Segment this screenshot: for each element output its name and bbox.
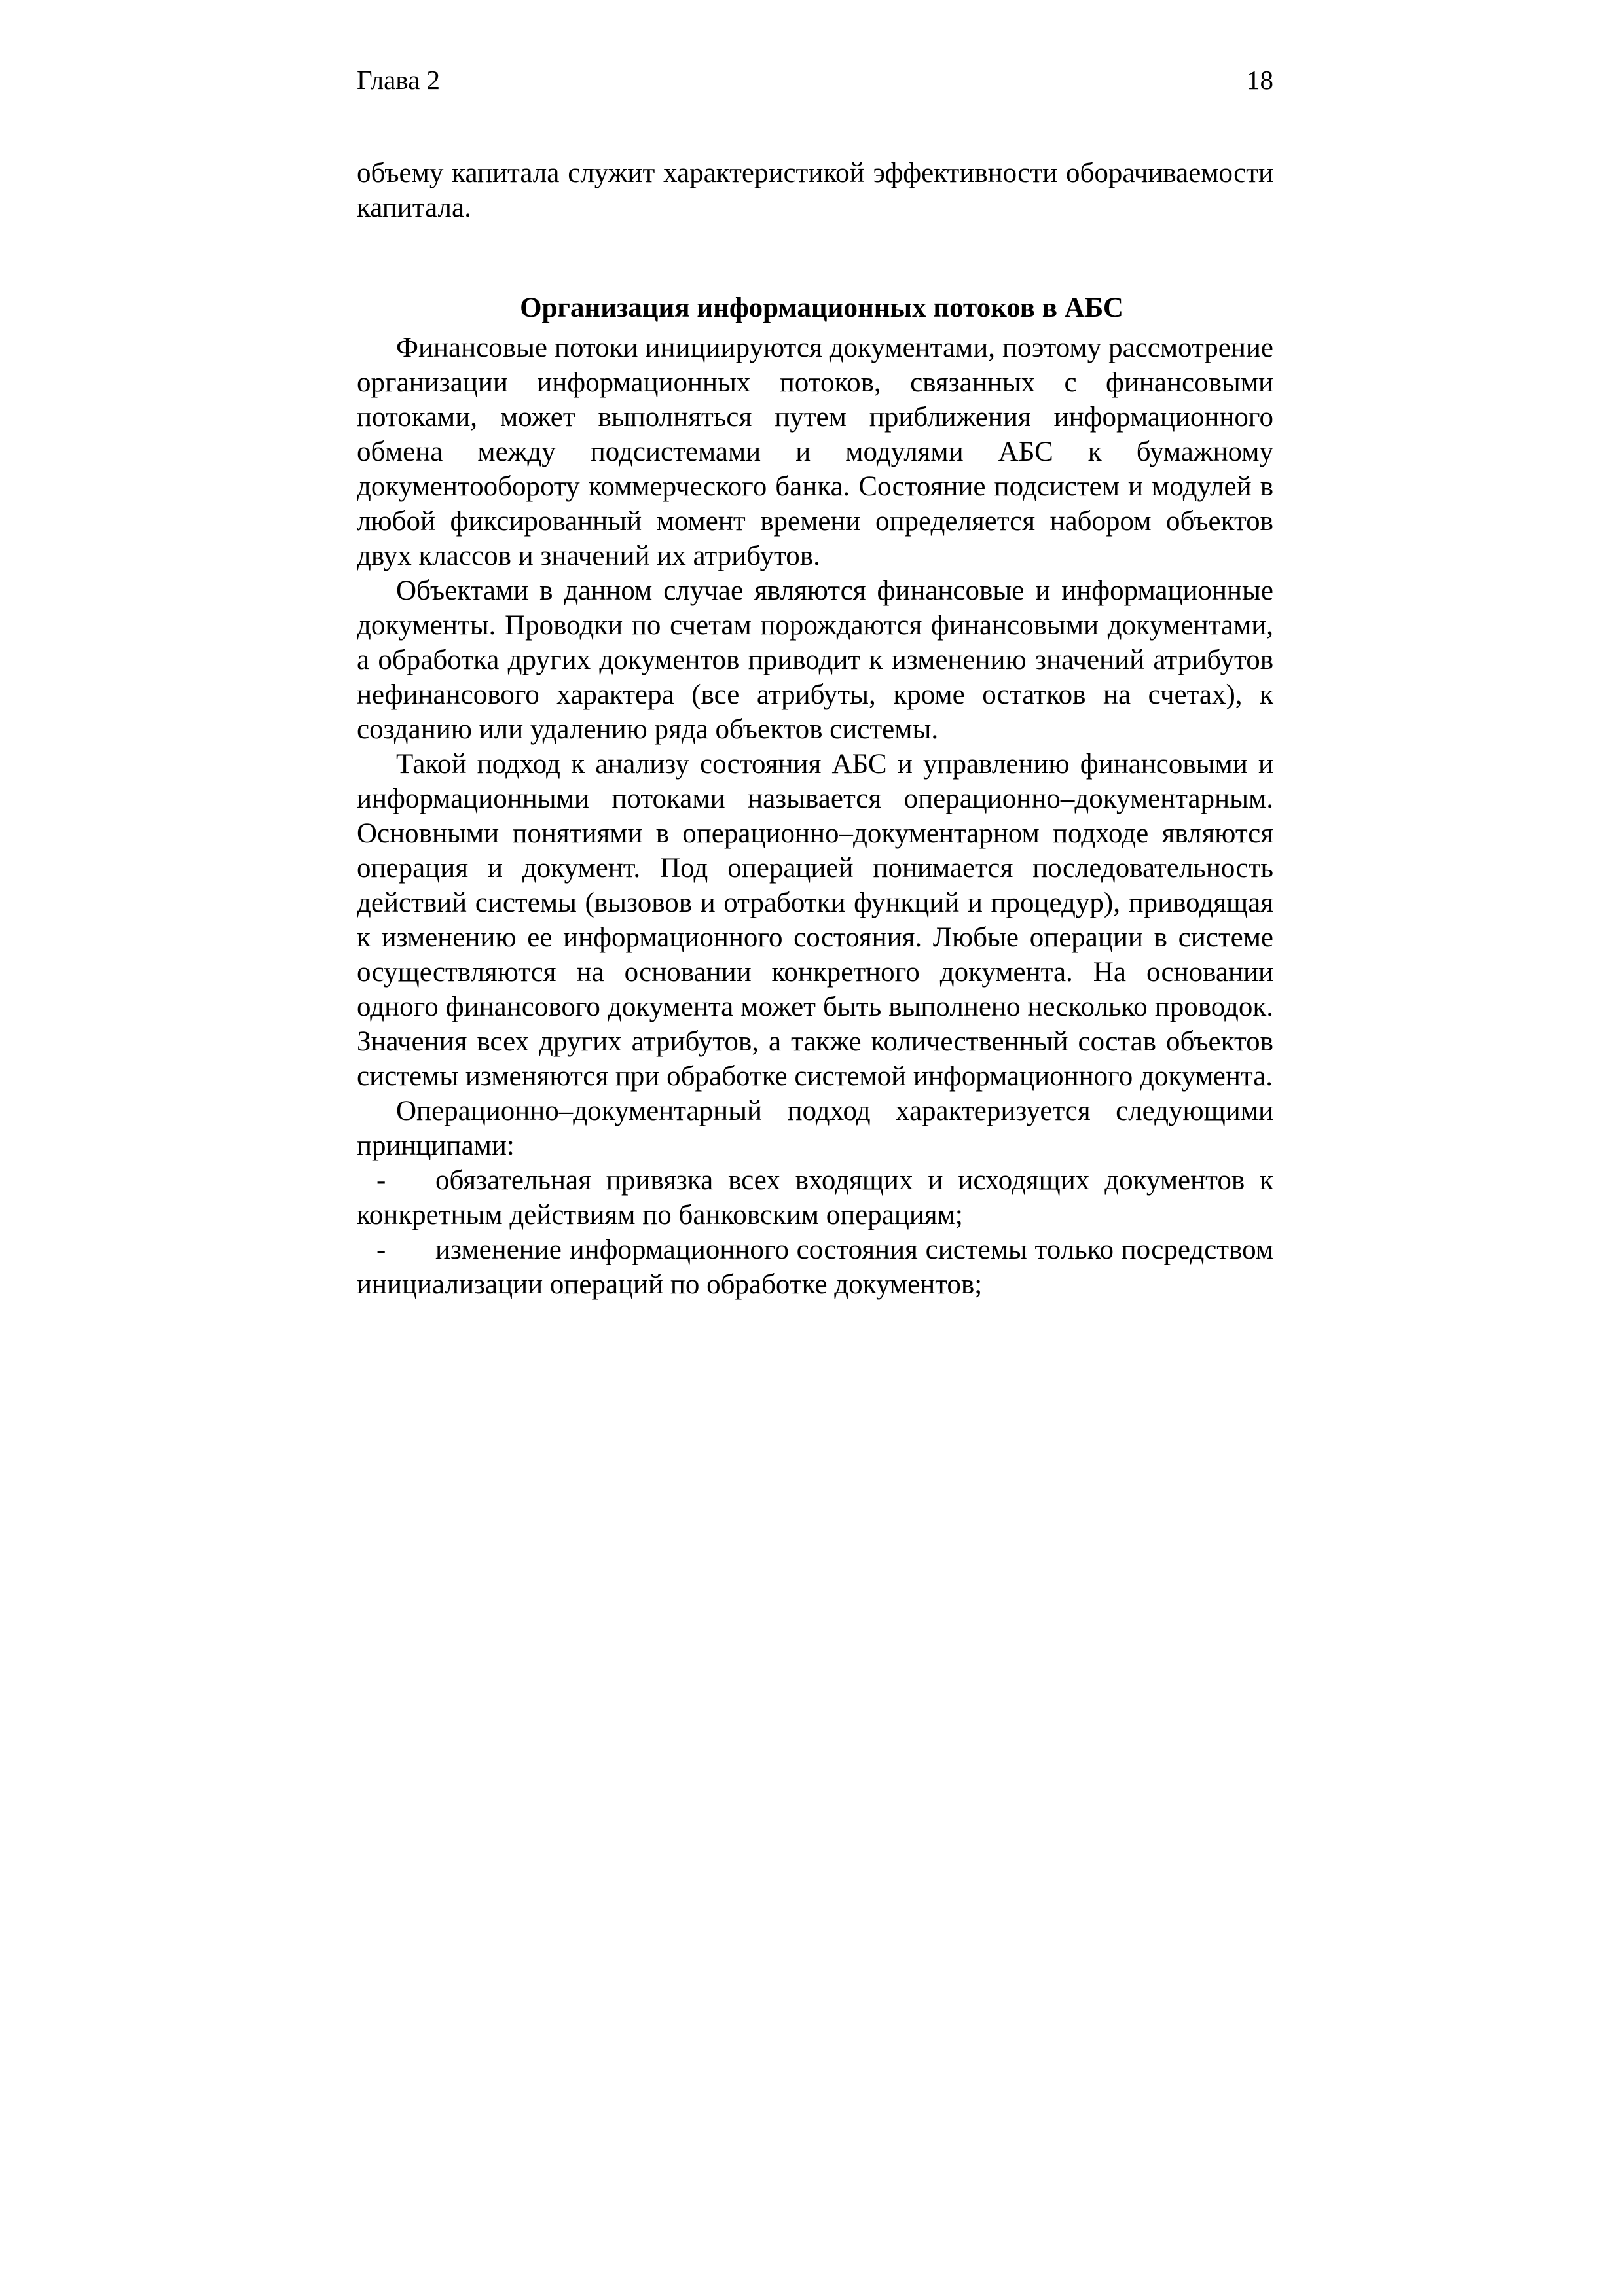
list-marker: -: [376, 1165, 386, 1196]
page-header: [357, 60, 1273, 99]
section-title: Организация информационных потоков в АБС: [520, 293, 1123, 323]
paragraph-3: Такой подход к анализу состояния АБС и управлению финансовыми и информационными потоками называется операционно–документарным. Основными понятиями в операционно–документарном подходе являются операция и документ. Под операцией понимается последовательность действий системы (вызовов и отработки функций и процедур), приводящая к изменению ее информационного состояния. Любые операции в системе осуществляются на основании конкретного документа. На основании одного финансового документа может быть выполнено несколько проводок. Значения всех других атрибутов, а также количественный состав объектов системы изменяются при обработке системой информационного документа.: [357, 749, 1273, 1092]
list-item: [357, 1163, 1273, 1232]
list-item: [357, 1232, 1273, 1302]
intro-paragraph: объему капитала служит характеристикой эффективности оборачиваемости капитала.: [357, 158, 1273, 223]
page-number: 18: [1247, 65, 1273, 95]
list-item-text: обязательная привязка всех входящих и исходящих документов к конкретным действиям по банковским операциям;: [357, 1165, 1273, 1230]
document-page: [357, 0, 1273, 2296]
chapter-label: Глава 2: [357, 65, 441, 95]
list-marker: -: [376, 1234, 386, 1265]
list-item-text: изменение информационного состояния системы только посредством инициализации операций по обработке документов;: [357, 1234, 1273, 1300]
paragraph-1: Финансовые потоки инициируются документами, поэтому рассмотрение организации информационных потоков, связанных с финансовыми потоками, может выполняться путем приближения информационного обмена между подсистемами и модулями АБС к бумажному документообороту коммерческого банка. Состояние подсистем и модулей в любой фиксированный момент времени определяется набором объектов двух классов и значений их атрибутов.: [357, 332, 1273, 571]
paragraph-4: Операционно–документарный подход характеризуется следующими принципами:: [357, 1096, 1273, 1161]
page-content: [357, 156, 1273, 1302]
paragraph-2: Объектами в данном случае являются финансовые и информационные документы. Проводки по счетам порождаются финансовыми документами, а обработка других документов приводит к изменению значений атрибутов нефинансового характера (все атрибуты, кроме остатков на счетах), к созданию или удалению ряда объектов системы.: [357, 575, 1273, 745]
